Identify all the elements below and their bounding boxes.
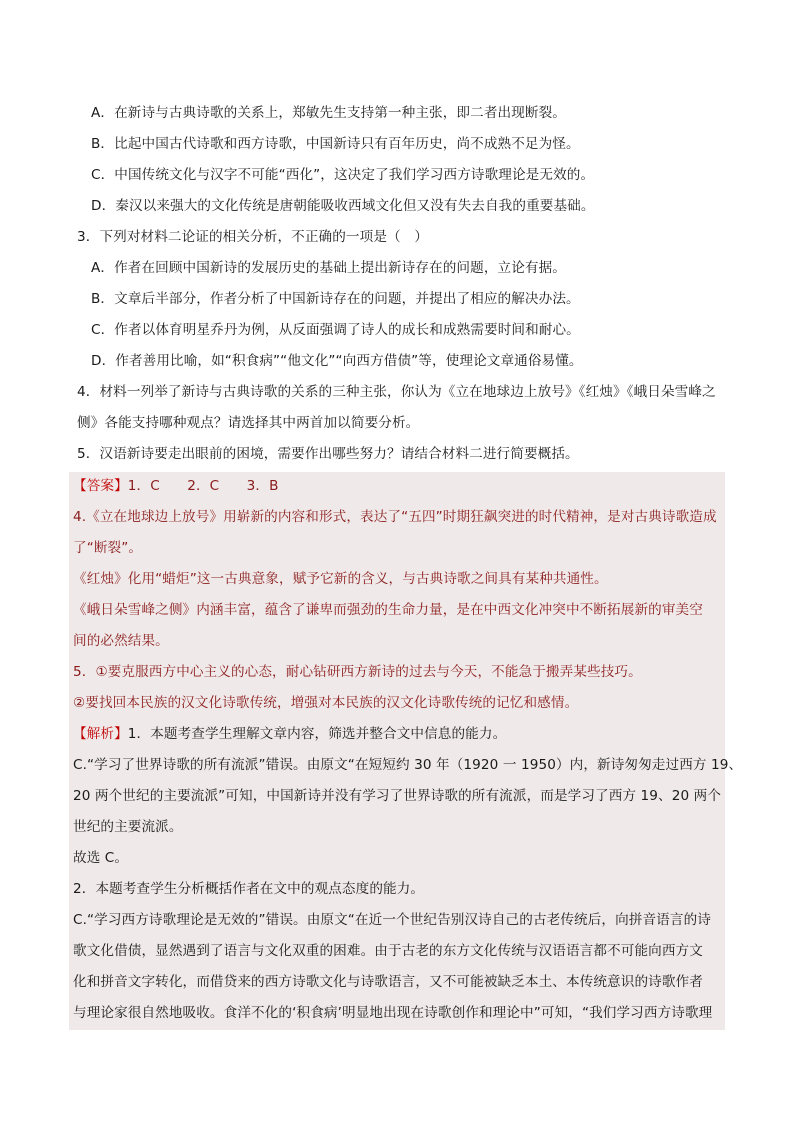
q3-option-b: B．文章后半部分，作者分析了中国新诗存在的问题，并提出了相应的解决办法。 xyxy=(91,291,580,307)
analysis-2-head: 2．本题考查学生分析概括作者在文中的观点态度的能力。 xyxy=(73,881,425,897)
analysis-2-line3: 化和拼音文字转化，而借贷来的西方诗歌文化与诗歌语言，又不可能被缺乏本土、本传统意识的诗歌作者 xyxy=(73,974,703,990)
q4-stem-line2: 侧》各能支持哪种观点？请选择其中两首加以简要分析。 xyxy=(77,415,420,431)
q2-option-d: D．秦汉以来强大的文化传统是唐朝能吸收西域文化但又没有失去自我的重要基础。 xyxy=(91,198,595,214)
answer-4-line4: 《峨日朵雪峰之侧》内涵丰富，蕴含了谦卑而强劲的生命力量，是在中西文化冲突中不断拓展新的审美空 xyxy=(73,602,703,618)
q2-option-a: A．在新诗与古典诗歌的关系上，郑敏先生支持第一种主张，即二者出现断裂。 xyxy=(91,105,566,121)
q3-option-d: D．作者善用比喻，如“积食病”“他文化”“向西方借债”等，使理论文章通俗易懂。 xyxy=(91,353,583,369)
analysis-2-line1: C.“学习西方诗歌理论是无效的”错误。由原文“在近一个世纪告别汉诗自己的古老传统后，向拼音语言的诗 xyxy=(73,912,711,928)
analysis-1-head: 1．本题考查学生理解文章内容，筛选并整合文中信息的能力。 xyxy=(127,726,507,742)
analysis-1-line4: 故选 C。 xyxy=(73,850,129,866)
analysis-2-line4: 与理论家很自然地吸收。食洋不化的‘积食病’明显地出现在诗歌创作和理论中”可知，“我们学习西方诗歌理 xyxy=(73,1005,713,1021)
answer-4-line5: 间的必然结果。 xyxy=(73,633,169,649)
analysis-tag: 【解析】 xyxy=(73,726,128,742)
answer-5-line2: ②要找回本民族的汉文化诗歌传统，增强对本民族的汉文化诗歌传统的记忆和感情。 xyxy=(73,695,579,711)
answer-4-line2: 了“断裂”。 xyxy=(73,540,143,556)
q4-stem-line1: 4．材料一列举了新诗与古典诗歌的关系的三种主张，你认为《立在地球边上放号》《红烛》《峨日朵雪峰之 xyxy=(77,384,716,400)
answer-tag: 【答案】 xyxy=(73,478,128,494)
answer-5-line1: 5．①要克服西方中心主义的心态，耐心钻研西方新诗的过去与今天，不能急于搬弄某些技巧。 xyxy=(73,664,642,680)
analysis-1-line3: 世纪的主要流派。 xyxy=(73,819,183,835)
answer-4-line1: 4.《立在地球边上放号》用崭新的内容和形式，表达了“五四”时期狂飙突进的时代精神，是对古典诗歌造成 xyxy=(73,509,717,525)
q5-stem: 5．汉语新诗要走出眼前的困境，需要作出哪些努力？请结合材料二进行简要概括。 xyxy=(77,446,579,462)
answer-4-line3: 《红烛》化用“蜡炬”这一古典意象，赋予它新的含义，与古典诗歌之间具有某种共通性。 xyxy=(73,571,608,587)
analysis-1-line2: 20 两个世纪的主要流派”可知，中国新诗并没有学习了世界诗歌的所有流派，而是学习了西方 19、20 两个 xyxy=(73,788,722,804)
analysis-heading-line xyxy=(73,724,506,744)
q3-option-a: A．作者在回顾中国新诗的发展历史的基础上提出新诗存在的问题，立论有据。 xyxy=(91,260,566,276)
analysis-2-line2: 歌文化借债，显然遇到了语言与文化双重的困难。由于古老的东方文化传统与汉语语言都不可能向西方文 xyxy=(73,943,703,959)
analysis-1-line1: C.“学习了世界诗歌的所有流派”错误。由原文“在短短约 30 年（1920 一 1950）内，新诗匆匆走过西方 19、 xyxy=(73,757,743,773)
q2-option-b: B．比起中国古代诗歌和西方诗歌，中国新诗只有百年历史，尚不成熟不足为怪。 xyxy=(91,136,580,152)
answer-choices-line xyxy=(73,476,279,496)
q2-option-c: C．中国传统文化与汉字不可能“西化”，这决定了我们学习西方诗歌理论是无效的。 xyxy=(91,167,595,183)
answer-choices: 1．C 2．C 3．B xyxy=(127,478,279,494)
q3-option-c: C．作者以体育明星乔丹为例，从反面强调了诗人的成长和成熟需要时间和耐心。 xyxy=(91,322,580,338)
q3-stem: 3．下列对材料二论证的相关分析，不正确的一项是（ ） xyxy=(77,229,429,245)
